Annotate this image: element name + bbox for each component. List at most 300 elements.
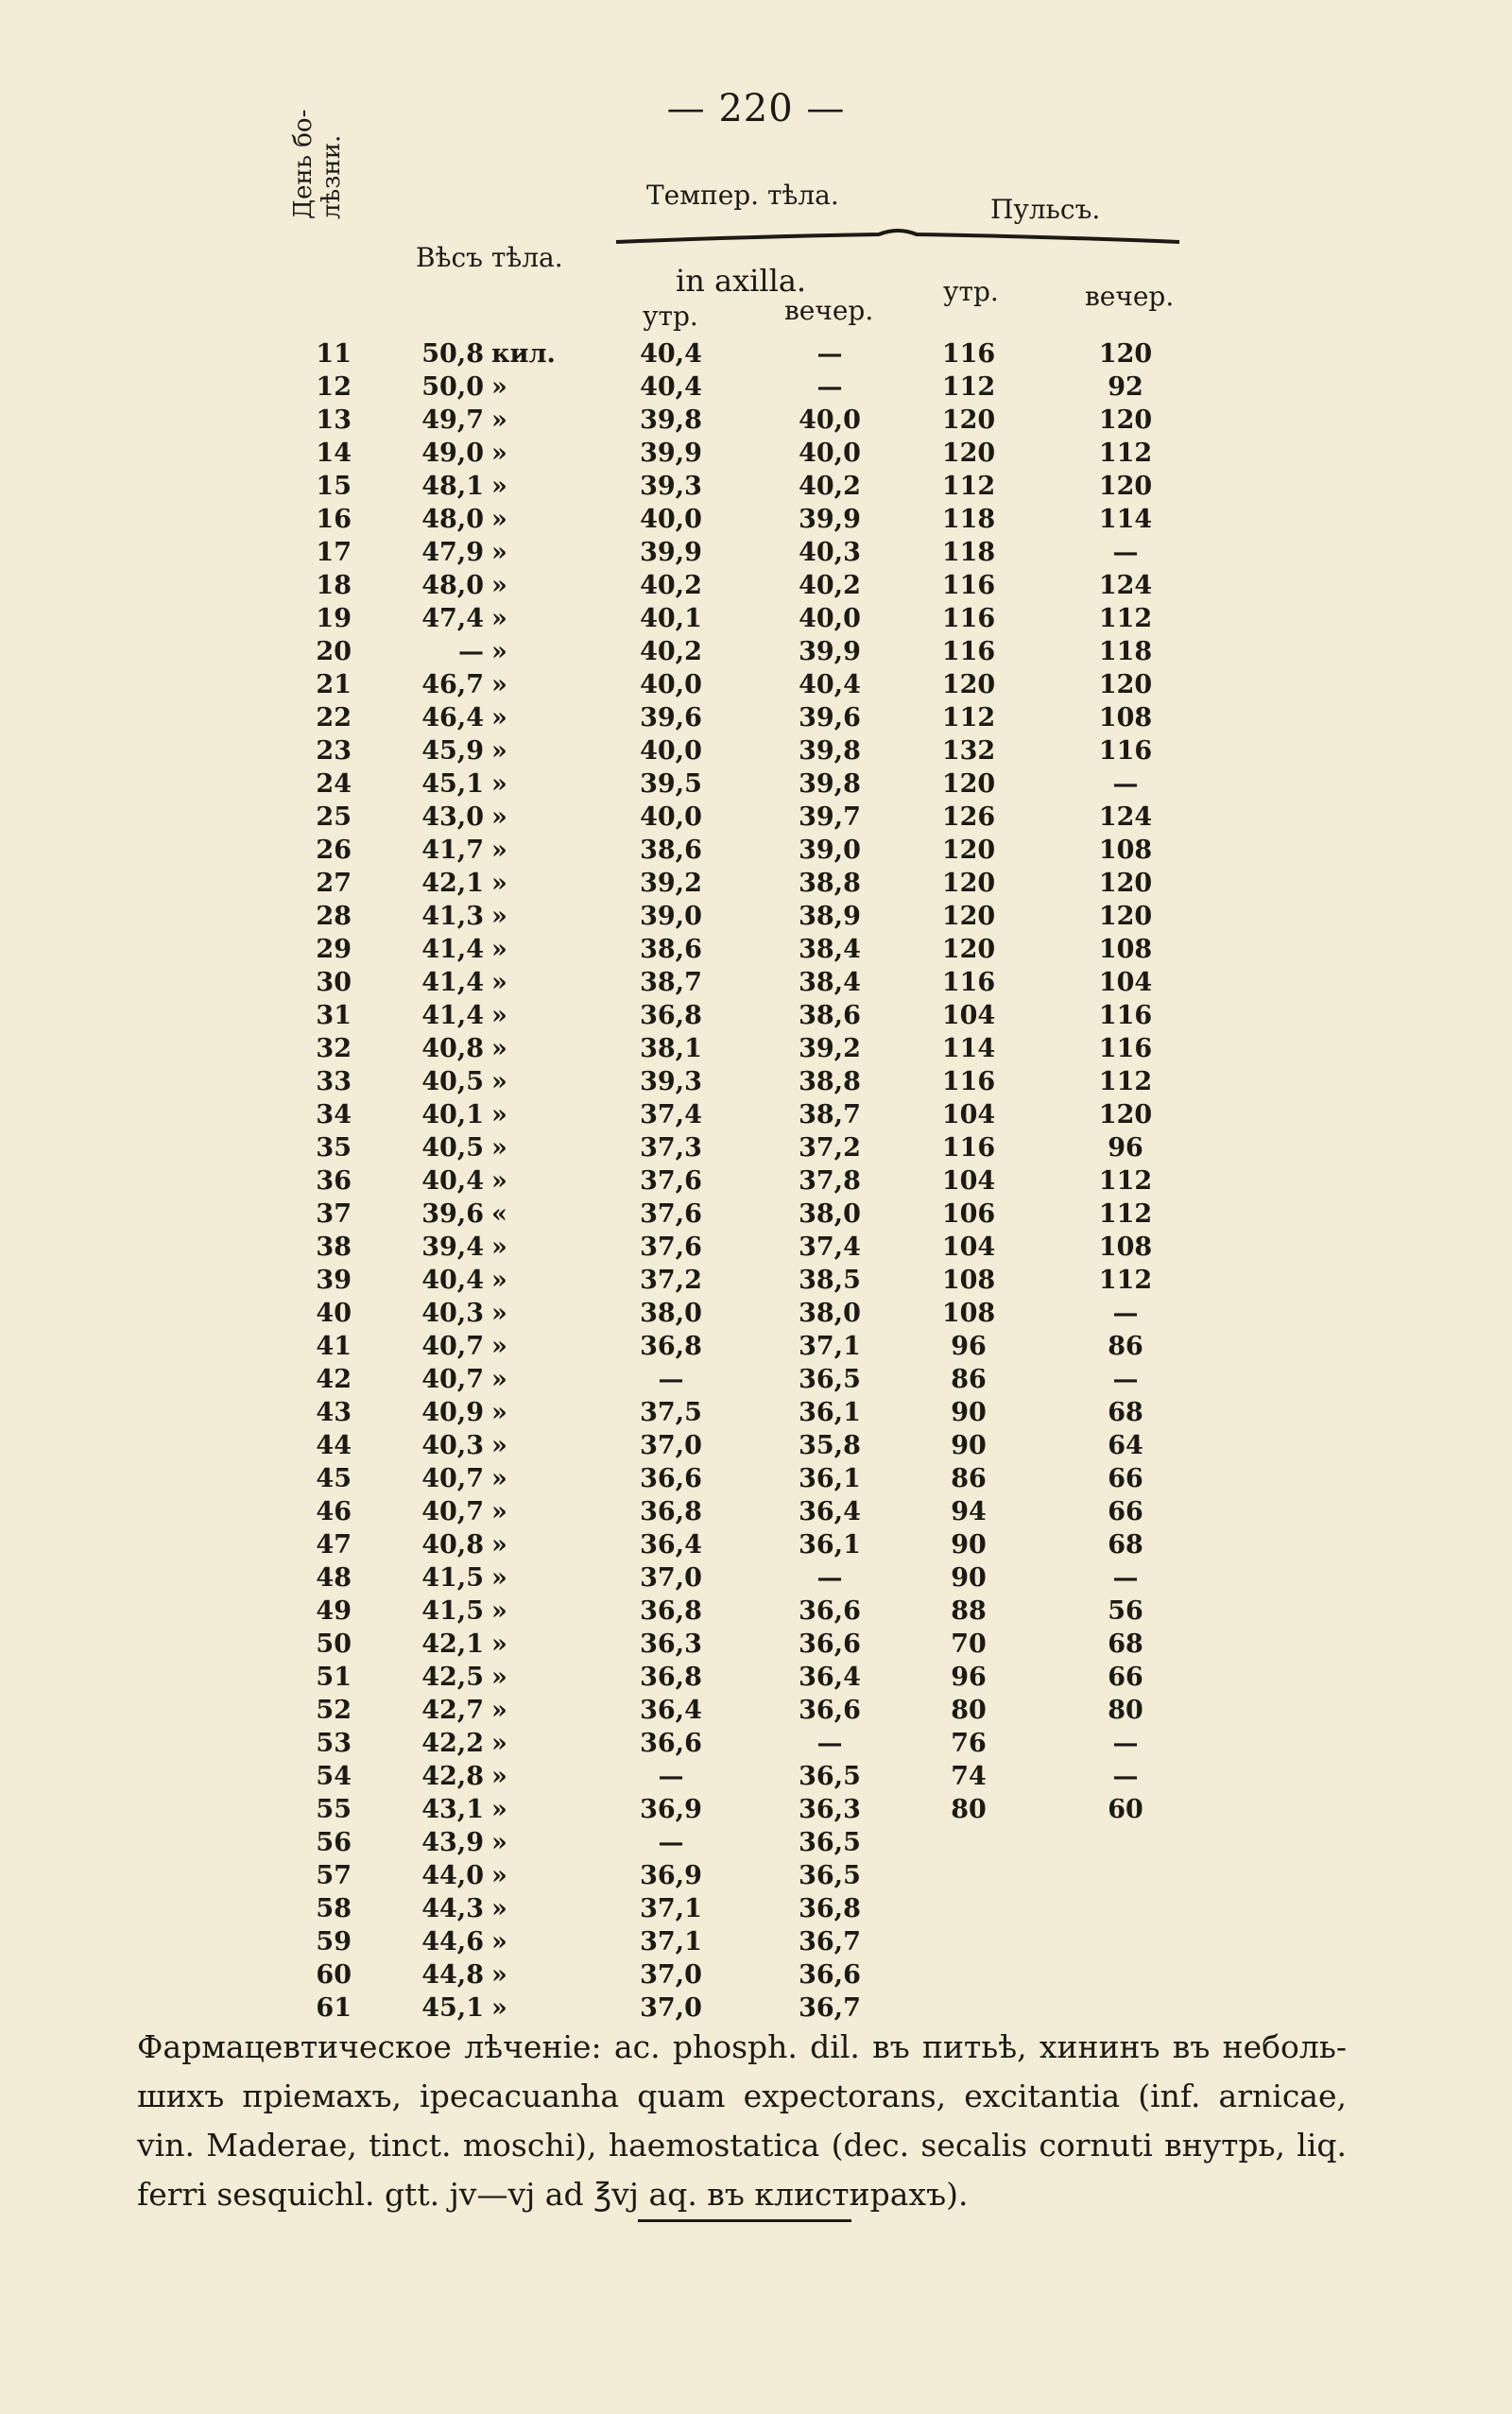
cell-pulse-morning: 120 bbox=[941, 869, 996, 898]
table-row bbox=[0, 437, 1512, 470]
cell-weight: — bbox=[458, 637, 484, 666]
cell-temp-morning: 39,6 bbox=[640, 703, 702, 733]
cell-temp-evening: 36,4 bbox=[799, 1497, 861, 1526]
cell-weight: 45,1 bbox=[421, 769, 484, 799]
table-row bbox=[0, 1992, 1512, 2025]
cell-day: 18 bbox=[316, 571, 352, 600]
cell-day: 57 bbox=[316, 1861, 352, 1890]
cell-day: 15 bbox=[316, 472, 352, 501]
cell-temp-evening: 36,7 bbox=[799, 1993, 861, 2023]
cell-temp-morning: 40,2 bbox=[640, 571, 702, 600]
cell-pulse-morning: 118 bbox=[941, 538, 996, 567]
table-row bbox=[0, 1628, 1512, 1661]
cell-weight: 47,4 bbox=[421, 604, 484, 633]
cell-unit: » bbox=[491, 1299, 507, 1328]
table-row bbox=[0, 900, 1512, 933]
cell-pulse-evening: 112 bbox=[1098, 604, 1153, 633]
cell-temp-evening: 36,6 bbox=[799, 1960, 861, 1990]
cell-pulse-morning: 116 bbox=[941, 637, 996, 666]
cell-pulse-evening: 80 bbox=[1108, 1696, 1143, 1725]
cell-weight: 50,0 bbox=[421, 372, 484, 402]
cell-temp-evening: 36,6 bbox=[799, 1629, 861, 1659]
table-row bbox=[0, 635, 1512, 668]
cell-day: 22 bbox=[316, 703, 352, 733]
cell-pulse-evening: 120 bbox=[1098, 339, 1153, 369]
cell-temp-morning: 40,4 bbox=[640, 339, 702, 369]
cell-pulse-morning: 86 bbox=[951, 1365, 987, 1394]
cell-pulse-morning: 116 bbox=[941, 968, 996, 997]
table-row bbox=[0, 1793, 1512, 1826]
cell-pulse-evening: — bbox=[1112, 1299, 1139, 1328]
cell-pulse-morning: 74 bbox=[951, 1762, 987, 1791]
cell-weight: 42,1 bbox=[421, 869, 484, 898]
table-row bbox=[0, 1462, 1512, 1495]
table-row bbox=[0, 1958, 1512, 1992]
cell-day: 19 bbox=[316, 604, 352, 633]
cell-unit: » bbox=[491, 1332, 507, 1361]
cell-weight: 40,4 bbox=[421, 1266, 484, 1295]
cell-day: 48 bbox=[316, 1563, 352, 1593]
cell-temp-morning: 37,1 bbox=[640, 1927, 702, 1957]
cell-day: 29 bbox=[316, 935, 352, 964]
header-pulse: Пульсъ. bbox=[990, 194, 1101, 225]
cell-pulse-evening: 120 bbox=[1098, 472, 1153, 501]
cell-temp-evening: 39,9 bbox=[799, 637, 861, 666]
cell-pulse-morning: 112 bbox=[941, 372, 996, 402]
cell-temp-morning: — bbox=[658, 1762, 684, 1791]
cell-pulse-evening: 68 bbox=[1108, 1629, 1143, 1659]
cell-unit: » bbox=[491, 1166, 507, 1196]
cell-temp-evening: 38,4 bbox=[799, 935, 861, 964]
cell-day: 56 bbox=[316, 1828, 352, 1857]
cell-temp-evening: 37,8 bbox=[799, 1166, 861, 1196]
header-brace bbox=[614, 227, 1181, 265]
pharmaceutical-treatment-note: Фармацевтическое лѣченіе: ac. phosph. dil. въ питьѣ, хининъ въ небольшихъ пріемахъ, ipecacuanha quam expectorans, excitantia (inf. arnicae, vin. Maderae, tinct. moschi), haemostatica (dec. secalis cornuti внутрь, liq. ferri sesquichl. gtt. jv—vj ad ℥vj aq. въ клистирахъ). bbox=[137, 2028, 1347, 2213]
cell-temp-morning: — bbox=[658, 1365, 684, 1394]
cell-weight: 49,7 bbox=[421, 405, 484, 435]
cell-temp-evening: 39,9 bbox=[799, 505, 861, 534]
cell-day: 36 bbox=[316, 1166, 352, 1196]
cell-pulse-morning: 90 bbox=[951, 1431, 987, 1460]
cell-pulse-morning: 120 bbox=[941, 405, 996, 435]
cell-day: 49 bbox=[316, 1596, 352, 1626]
cell-temp-evening: 40,4 bbox=[799, 670, 861, 699]
cell-unit: » bbox=[491, 1464, 507, 1493]
cell-day: 40 bbox=[316, 1299, 352, 1328]
cell-pulse-evening: 108 bbox=[1098, 935, 1153, 964]
table-row bbox=[0, 1198, 1512, 1231]
cell-weight: 42,7 bbox=[421, 1696, 484, 1725]
data-table bbox=[0, 337, 1512, 2025]
cell-pulse-evening: 108 bbox=[1098, 836, 1153, 865]
cell-day: 60 bbox=[316, 1960, 352, 1990]
cell-pulse-morning: 106 bbox=[941, 1199, 996, 1229]
cell-pulse-evening: 96 bbox=[1108, 1133, 1143, 1163]
cell-temp-evening: 36,5 bbox=[799, 1861, 861, 1890]
cell-pulse-morning: 104 bbox=[941, 1100, 996, 1129]
cell-temp-evening: 40,3 bbox=[799, 538, 861, 567]
cell-day: 35 bbox=[316, 1133, 352, 1163]
cell-unit: » bbox=[491, 1233, 507, 1262]
cell-weight: 40,1 bbox=[421, 1100, 484, 1129]
cell-weight: 41,5 bbox=[421, 1563, 484, 1593]
cell-day: 13 bbox=[316, 405, 352, 435]
cell-pulse-evening: — bbox=[1112, 538, 1139, 567]
cell-weight: 48,0 bbox=[421, 505, 484, 534]
cell-pulse-evening: 66 bbox=[1108, 1497, 1143, 1526]
cell-weight: 40,7 bbox=[421, 1497, 484, 1526]
cell-weight: 42,1 bbox=[421, 1629, 484, 1659]
cell-pulse-morning: 90 bbox=[951, 1398, 987, 1427]
cell-unit: » bbox=[491, 1861, 507, 1890]
table-row bbox=[0, 1396, 1512, 1429]
cell-pulse-evening: 86 bbox=[1108, 1332, 1143, 1361]
cell-weight: 43,9 bbox=[421, 1828, 484, 1857]
cell-pulse-evening: 64 bbox=[1108, 1431, 1143, 1460]
cell-unit: » bbox=[491, 439, 507, 468]
cell-temp-morning: 37,6 bbox=[640, 1233, 702, 1262]
cell-unit: » bbox=[491, 1629, 507, 1659]
cell-temp-morning: 38,1 bbox=[640, 1034, 702, 1063]
table-row bbox=[0, 1859, 1512, 1892]
cell-pulse-evening: 104 bbox=[1098, 968, 1153, 997]
cell-temp-evening: 36,5 bbox=[799, 1365, 861, 1394]
cell-unit: » bbox=[491, 1365, 507, 1394]
cell-unit: » bbox=[491, 703, 507, 733]
cell-temp-evening: 37,2 bbox=[799, 1133, 861, 1163]
cell-pulse-morning: 116 bbox=[941, 339, 996, 369]
cell-unit: » bbox=[491, 538, 507, 567]
cell-unit: » bbox=[491, 1663, 507, 1692]
cell-temp-morning: 40,1 bbox=[640, 604, 702, 633]
cell-pulse-morning: 94 bbox=[951, 1497, 987, 1526]
table-row bbox=[0, 1330, 1512, 1363]
cell-pulse-evening: 68 bbox=[1108, 1530, 1143, 1560]
cell-temp-evening: 38,4 bbox=[799, 968, 861, 997]
cell-day: 23 bbox=[316, 736, 352, 766]
header-weight: Вѣсъ тѣла. bbox=[416, 242, 563, 273]
cell-weight: 46,7 bbox=[421, 670, 484, 699]
cell-weight: 44,3 bbox=[421, 1894, 484, 1923]
cell-pulse-morning: 118 bbox=[941, 505, 996, 534]
cell-unit: » bbox=[491, 1596, 507, 1626]
cell-temp-morning: 38,6 bbox=[640, 935, 702, 964]
cell-unit: » bbox=[491, 1960, 507, 1990]
cell-temp-morning: 37,4 bbox=[640, 1100, 702, 1129]
cell-temp-morning: 39,9 bbox=[640, 538, 702, 567]
cell-unit: » bbox=[491, 604, 507, 633]
cell-temp-morning: 40,0 bbox=[640, 802, 702, 832]
table-row bbox=[0, 1826, 1512, 1859]
cell-unit: » bbox=[491, 505, 507, 534]
cell-temp-evening: 37,1 bbox=[799, 1332, 861, 1361]
cell-day: 51 bbox=[316, 1663, 352, 1692]
cell-unit: » bbox=[491, 1001, 507, 1030]
cell-day: 58 bbox=[316, 1894, 352, 1923]
cell-day: 17 bbox=[316, 538, 352, 567]
cell-weight: 45,9 bbox=[421, 736, 484, 766]
cell-temp-morning: 37,0 bbox=[640, 1563, 702, 1593]
cell-unit: » bbox=[491, 1729, 507, 1758]
cell-temp-evening: 39,2 bbox=[799, 1034, 861, 1063]
cell-temp-morning: 40,0 bbox=[640, 670, 702, 699]
cell-day: 59 bbox=[316, 1927, 352, 1957]
cell-unit: » bbox=[491, 1431, 507, 1460]
cell-pulse-evening: 92 bbox=[1108, 372, 1143, 402]
cell-temp-morning: 37,0 bbox=[640, 1993, 702, 2023]
cell-unit: » bbox=[491, 836, 507, 865]
cell-temp-morning: 40,4 bbox=[640, 372, 702, 402]
cell-temp-evening: 38,0 bbox=[799, 1199, 861, 1229]
table-row bbox=[0, 668, 1512, 701]
table-row bbox=[0, 1131, 1512, 1164]
cell-temp-evening: 40,0 bbox=[799, 405, 861, 435]
cell-pulse-evening: 112 bbox=[1098, 1199, 1153, 1229]
cell-day: 45 bbox=[316, 1464, 352, 1493]
cell-pulse-evening: 66 bbox=[1108, 1663, 1143, 1692]
cell-unit: » bbox=[491, 670, 507, 699]
cell-pulse-evening: — bbox=[1112, 1729, 1139, 1758]
table-row bbox=[0, 569, 1512, 602]
cell-temp-morning: 36,9 bbox=[640, 1795, 702, 1824]
cell-temp-evening: 36,1 bbox=[799, 1530, 861, 1560]
cell-weight: 40,4 bbox=[421, 1166, 484, 1196]
cell-temp-evening: 40,2 bbox=[799, 571, 861, 600]
cell-temp-evening: 36,7 bbox=[799, 1927, 861, 1957]
cell-weight: 43,1 bbox=[421, 1795, 484, 1824]
cell-weight: 45,1 bbox=[421, 1993, 484, 2023]
cell-pulse-evening: 116 bbox=[1098, 736, 1153, 766]
cell-day: 55 bbox=[316, 1795, 352, 1824]
cell-day: 20 bbox=[316, 637, 352, 666]
table-row bbox=[0, 536, 1512, 569]
cell-day: 32 bbox=[316, 1034, 352, 1063]
cell-day: 61 bbox=[316, 1993, 352, 2023]
cell-unit: » bbox=[491, 1894, 507, 1923]
table-row bbox=[0, 1098, 1512, 1131]
cell-pulse-morning: 132 bbox=[941, 736, 996, 766]
cell-pulse-evening: — bbox=[1112, 1762, 1139, 1791]
cell-unit: « bbox=[491, 1199, 507, 1229]
cell-temp-evening: 36,4 bbox=[799, 1663, 861, 1692]
cell-pulse-morning: 120 bbox=[941, 670, 996, 699]
cell-pulse-morning: 108 bbox=[941, 1299, 996, 1328]
cell-temp-evening: 36,6 bbox=[799, 1596, 861, 1626]
closing-rule bbox=[638, 2219, 851, 2222]
cell-temp-evening: 39,0 bbox=[799, 836, 861, 865]
cell-pulse-evening: — bbox=[1112, 1365, 1139, 1394]
cell-day: 21 bbox=[316, 670, 352, 699]
cell-pulse-evening: 120 bbox=[1098, 869, 1153, 898]
cell-temp-evening: 39,8 bbox=[799, 769, 861, 799]
cell-unit: » bbox=[491, 405, 507, 435]
cell-temp-evening: 38,7 bbox=[799, 1100, 861, 1129]
cell-temp-morning: 39,9 bbox=[640, 439, 702, 468]
table-row bbox=[0, 834, 1512, 867]
cell-temp-morning: 40,0 bbox=[640, 736, 702, 766]
cell-day: 34 bbox=[316, 1100, 352, 1129]
cell-day: 26 bbox=[316, 836, 352, 865]
cell-unit: » bbox=[491, 372, 507, 402]
cell-day: 27 bbox=[316, 869, 352, 898]
cell-pulse-morning: 90 bbox=[951, 1563, 987, 1593]
cell-day: 41 bbox=[316, 1332, 352, 1361]
header-temp-morning: утр. bbox=[643, 301, 698, 332]
cell-pulse-morning: 96 bbox=[951, 1332, 987, 1361]
cell-pulse-evening: 108 bbox=[1098, 1233, 1153, 1262]
cell-pulse-morning: 108 bbox=[941, 1266, 996, 1295]
cell-temp-morning: 36,8 bbox=[640, 1332, 702, 1361]
cell-temp-evening: 40,0 bbox=[799, 439, 861, 468]
cell-weight: 44,8 bbox=[421, 1960, 484, 1990]
cell-pulse-morning: 104 bbox=[941, 1001, 996, 1030]
cell-pulse-evening: 116 bbox=[1098, 1001, 1153, 1030]
cell-pulse-evening: 112 bbox=[1098, 1166, 1153, 1196]
cell-pulse-morning: 112 bbox=[941, 472, 996, 501]
cell-temp-morning: 36,3 bbox=[640, 1629, 702, 1659]
table-row bbox=[0, 1363, 1512, 1396]
cell-unit: кил. bbox=[491, 339, 556, 369]
cell-temp-morning: 37,1 bbox=[640, 1894, 702, 1923]
cell-weight: 41,4 bbox=[421, 968, 484, 997]
cell-pulse-morning: 120 bbox=[941, 836, 996, 865]
cell-weight: 48,1 bbox=[421, 472, 484, 501]
cell-unit: » bbox=[491, 1927, 507, 1957]
cell-weight: 44,0 bbox=[421, 1861, 484, 1890]
cell-unit: » bbox=[491, 1497, 507, 1526]
cell-weight: 49,0 bbox=[421, 439, 484, 468]
cell-pulse-morning: 120 bbox=[941, 935, 996, 964]
table-row bbox=[0, 1661, 1512, 1694]
cell-weight: 40,3 bbox=[421, 1299, 484, 1328]
cell-temp-morning: 39,5 bbox=[640, 769, 702, 799]
cell-temp-evening: 35,8 bbox=[799, 1431, 861, 1460]
cell-temp-evening: — bbox=[816, 1729, 843, 1758]
cell-pulse-morning: 104 bbox=[941, 1166, 996, 1196]
cell-temp-evening: 40,0 bbox=[799, 604, 861, 633]
cell-unit: » bbox=[491, 1993, 507, 2023]
cell-temp-evening: 36,5 bbox=[799, 1762, 861, 1791]
cell-temp-evening: — bbox=[816, 1563, 843, 1593]
cell-day: 38 bbox=[316, 1233, 352, 1262]
cell-pulse-evening: 124 bbox=[1098, 802, 1153, 832]
table-row bbox=[0, 1231, 1512, 1264]
cell-temp-evening: 38,8 bbox=[799, 1067, 861, 1096]
table-row bbox=[0, 1925, 1512, 1958]
cell-weight: 40,8 bbox=[421, 1034, 484, 1063]
table-row bbox=[0, 1561, 1512, 1595]
table-row bbox=[0, 1595, 1512, 1628]
cell-pulse-morning: 90 bbox=[951, 1530, 987, 1560]
cell-weight: 40,7 bbox=[421, 1365, 484, 1394]
cell-temp-evening: 39,6 bbox=[799, 703, 861, 733]
table-row bbox=[0, 1727, 1512, 1760]
cell-pulse-morning: 70 bbox=[951, 1629, 987, 1659]
cell-temp-morning: — bbox=[658, 1828, 684, 1857]
table-row bbox=[0, 404, 1512, 437]
cell-pulse-evening: 66 bbox=[1108, 1464, 1143, 1493]
table-row bbox=[0, 371, 1512, 404]
cell-pulse-morning: 126 bbox=[941, 802, 996, 832]
table-row bbox=[0, 966, 1512, 999]
cell-weight: 44,6 bbox=[421, 1927, 484, 1957]
cell-temp-morning: 36,6 bbox=[640, 1464, 702, 1493]
cell-pulse-morning: 120 bbox=[941, 769, 996, 799]
table-row bbox=[0, 1164, 1512, 1198]
cell-pulse-morning: 88 bbox=[951, 1596, 987, 1626]
cell-pulse-evening: 124 bbox=[1098, 571, 1153, 600]
cell-unit: » bbox=[491, 802, 507, 832]
cell-temp-evening: 37,4 bbox=[799, 1233, 861, 1262]
table-row bbox=[0, 1694, 1512, 1727]
table-row bbox=[0, 1297, 1512, 1330]
cell-temp-morning: 36,8 bbox=[640, 1497, 702, 1526]
cell-temp-evening: 36,6 bbox=[799, 1696, 861, 1725]
cell-temp-evening: 36,8 bbox=[799, 1894, 861, 1923]
cell-weight: 40,7 bbox=[421, 1464, 484, 1493]
cell-day: 28 bbox=[316, 902, 352, 931]
cell-temp-morning: 37,2 bbox=[640, 1266, 702, 1295]
cell-weight: 40,5 bbox=[421, 1133, 484, 1163]
cell-temp-morning: 40,2 bbox=[640, 637, 702, 666]
cell-temp-evening: 38,5 bbox=[799, 1266, 861, 1295]
cell-unit: » bbox=[491, 1133, 507, 1163]
cell-temp-evening: 38,9 bbox=[799, 902, 861, 931]
cell-temp-evening: — bbox=[816, 372, 843, 402]
cell-pulse-morning: 120 bbox=[941, 439, 996, 468]
cell-temp-morning: 40,0 bbox=[640, 505, 702, 534]
cell-temp-morning: 36,8 bbox=[640, 1001, 702, 1030]
cell-day: 53 bbox=[316, 1729, 352, 1758]
cell-temp-morning: 36,9 bbox=[640, 1861, 702, 1890]
cell-day: 52 bbox=[316, 1696, 352, 1725]
cell-weight: 39,6 bbox=[421, 1199, 484, 1229]
table-row bbox=[0, 1495, 1512, 1528]
cell-unit: » bbox=[491, 869, 507, 898]
table-row bbox=[0, 867, 1512, 900]
cell-day: 14 bbox=[316, 439, 352, 468]
cell-weight: 42,2 bbox=[421, 1729, 484, 1758]
table-row bbox=[0, 503, 1512, 536]
cell-pulse-evening: 120 bbox=[1098, 405, 1153, 435]
cell-temp-morning: 37,6 bbox=[640, 1199, 702, 1229]
cell-temp-morning: 37,0 bbox=[640, 1960, 702, 1990]
cell-unit: » bbox=[491, 1034, 507, 1063]
cell-day: 30 bbox=[316, 968, 352, 997]
cell-pulse-morning: 96 bbox=[951, 1663, 987, 1692]
header-temperature: Темпер. тѣла. bbox=[646, 180, 839, 211]
header-day-line-1: День бо- bbox=[289, 109, 318, 219]
cell-unit: » bbox=[491, 968, 507, 997]
cell-day: 50 bbox=[316, 1629, 352, 1659]
table-row bbox=[0, 1065, 1512, 1098]
table-row bbox=[0, 602, 1512, 635]
cell-day: 33 bbox=[316, 1067, 352, 1096]
cell-unit: » bbox=[491, 637, 507, 666]
table-row bbox=[0, 999, 1512, 1032]
cell-temp-morning: 38,7 bbox=[640, 968, 702, 997]
cell-day: 47 bbox=[316, 1530, 352, 1560]
table-row bbox=[0, 701, 1512, 734]
cell-unit: » bbox=[491, 1266, 507, 1295]
cell-unit: » bbox=[491, 1563, 507, 1593]
cell-unit: » bbox=[491, 1696, 507, 1725]
cell-pulse-evening: 118 bbox=[1098, 637, 1153, 666]
cell-weight: 48,0 bbox=[421, 571, 484, 600]
cell-day: 42 bbox=[316, 1365, 352, 1394]
cell-weight: 41,3 bbox=[421, 902, 484, 931]
cell-pulse-evening: 68 bbox=[1108, 1398, 1143, 1427]
